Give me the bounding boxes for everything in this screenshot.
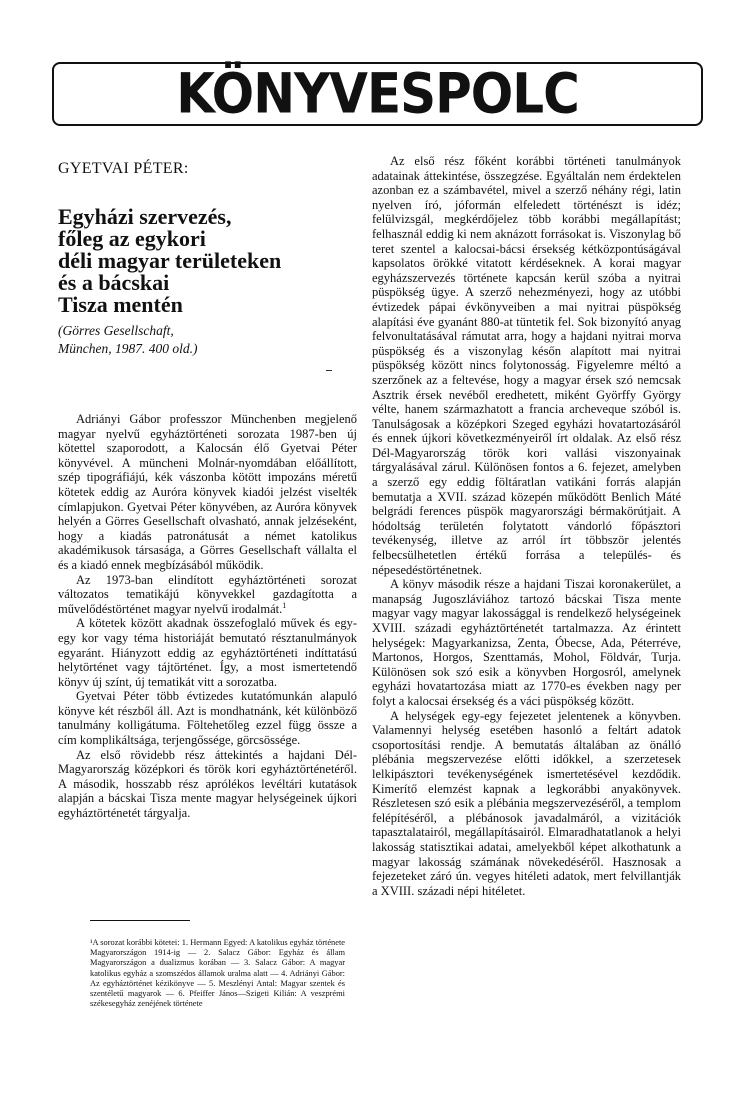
body-paragraph-with-footnote — [58, 573, 357, 617]
publication-line: München, 1987. 400 old.) — [58, 341, 198, 356]
body-paragraph: Az első rész főként korábbi történeti tanulmányok adatainak áttekintése, összegzése. Egyáltalán nem érdektelen azonban ez a számbavétel, mivel a szerző néhány régi, latin nyelven író, jóformán elfeledett történészt is idéz; felülvizsgál, megkérdőjelez több korábbi megállapítást; felhasznál eddig ki nem aknázott forrásokat is. Viszonylag bő teret szentel a kalocsai-bácsi érsekség kétközpontúságával kapsolatos örökké vitatott kérdéseknek. A korai magyar egyházszervezés története kapcsán kerül szóba a nyitrai püspökség ügye. A szerző nehezményezi, hogy az utóbbi évtizedek pápai évkönyveiben a mai nyitrai püspökség alapítási éve gyanánt 880-at tüntetik fel. Sok bizonyító anyag felvonultatásával rámutat arra, hogy a hajdani nyitrai morva püspökség és a viszonylag későn alapított mai nyitrai püspökség között nincs folytonosság. Figyelemre méltó a szerzőnek az a feltevése, hogy a magyar érsek szó nemcsak Asztrik érsek nevéből eredhetett, miként Györffy György vélte, hanem származhatott a francia archeveque szóból is. Tanulságosak a középkori Szeged egyházi hovatartozásáról és ennek újkori következményeiről írt oldalak. Az első rész Dél-Magyarország török kori vallási viszonyainak tárgyalásával zárul. Különösen fontos a 6. fejezet, amelyben a szerző egy eddig föltáratlan vatikáni forrás alapján bemutatja a XVII. század közepén működött Benlich Máté belgrádi ferences püspök magyarországi bérmakörútjait. A hódoltság területén folytatott vándorló főpásztori tevékenység, illetve az arról írt többször jelentés felbecsülhetetlen értékű forrása a település- és népesedéstörténetnek. — [372, 154, 681, 577]
title-line: főleg az egykori — [58, 226, 206, 251]
review-title — [58, 206, 358, 316]
masthead-box — [52, 62, 703, 126]
body-paragraph: Gyetvai Péter több évtizedes kutatómunkán alapuló könyve két részből áll. Azt is mondhatnánk, két különböző tanulmány kolligátuma. Föltehetőleg ezzel függ össze a cím komplikáltsága, terjengőssége, görcsössége. — [58, 689, 357, 748]
body-paragraph: A könyv második része a hajdani Tiszai koronakerület, a manapság Jugoszláviához tartozó bácskai Tisza mente magyar vagy magyar lakossággal is rendelkező helységeinek XVIII. századi egyháztörténetét tartalmazza. Az érintett helységek: Magyarkanizsa, Zenta, Óbecse, Ada, Péterréve, Martonos, Horgos, Szenttamás, Mohol, Földvár, Turja. Különösen sok szó esik a könyvben Horgosról, amelynek egyházi hovatartozása miatt az 1770-es években nagy per folyt a kalocsai érsekség és a váci püspökség között. — [372, 577, 681, 708]
title-line: Tisza mentén — [58, 292, 183, 317]
body-paragraph: A kötetek között akadnak összefoglaló művek és egy-egy kor vagy téma historiáját bemutató résztanulmányok egyaránt. Hiányzott eddig az egyháztörténeti indíttatású helytörténet vagy tájtörténet. Így, a most ismertetendő könyv új színt, új tematikát vitt a sorozatba. — [58, 616, 357, 689]
title-line: déli magyar területeken — [58, 248, 282, 273]
publication-info — [58, 322, 358, 358]
title-line: Egyházi szervezés, — [58, 204, 232, 229]
footnote-marker: 1 — [282, 600, 287, 610]
body-paragraph: Adriányi Gábor professzor Münchenben megjelenő magyar nyelvű egyháztörténeti sorozata 1987-ben új kötettel szaporodott, a Kalocsán élő Gyetvai Péter könyvével. A müncheni Molnár-nyomdában előállított, szép tipográfiájú, kék vászonba kötött impozáns méretű kötetek eddig az Auróra könyvek kiadói jelzést viselték címlapjukon. Gyetvai Péter könyvében, az Auróra könyvek helyén a Görres Gesellschaft olvasható, annak jelzéseként, hogy a kiadás patronátusát a német katolikus akadémikusok társasága, a Görres Gesellschaft vállalta el és a kiadó ennek megbízásából működik. — [58, 412, 357, 572]
divider-dash — [326, 370, 332, 371]
body-paragraph: Az első rövidebb rész áttekintés a hajdani Dél-Magyarország középkori és török kori egyháztörténetéről. A második, hosszabb rész aprólékos levéltári kutatások alapján a bácskai Tisza mente magyar helységeinek újkori egyháztörténetét tárgyalja. — [58, 747, 357, 821]
title-line: és a bácskai — [58, 270, 170, 295]
right-column — [372, 154, 681, 898]
footnote: ¹A sorozat korábbi kötetei: 1. Hermann Egyed: A katolikus egyház története Magyarországon 1914-ig — 2. Salacz Gábor: Egyház és állam Magyarországon a dualizmus korában — 3. Salacz Gábor: A magyar katolikus egyház a szomszédos államok uralma alatt — 4. Adriányi Gábor: Az egyháztörténet kézikönyve — 5. Meszlényi Antal: Magyar szentek és szentéletű magyarok — 6. Pfeiffer János—Szigeti Kilián: A veszprémi székesegyház zenéjének története — [90, 938, 345, 1009]
paragraph-text: Az 1973-ban elindított egyháztörténeti sorozat változatos tematikájú könyvekkel gazdagította a művelődéstörténet magyar nyelvű irodalmát. — [58, 572, 357, 616]
review-author: GYETVAI PÉTER: — [58, 160, 189, 177]
body-paragraph: A helységek egy-egy fejezetet jelentenek a könyvben. Valamennyi helység esetében hasonló a feltárt adatok csoportosítási rendje. A bemutatás általában az önálló plébánia megszervezése előtti időkkel, a szerzetesek lelkipásztori tevékenységének ismertetésével kezdődik. Kimerítő elemzést kapnak a legkorábbi anyakönyvek. Részletesen szó esik a plébánia megszervezéséről, a templom felépítéséről, a plébánosok javadalmáról, a vizitációk tapasztalatairól, megállapításairól. Elmaradhatatlanok a helyi lakosság statisztikai adatai, amelyekből képet alkothatunk a magyar lakosság számának növekedéséről. Hasznosak a fejezeteket záró ún. vegyes hitéleti adatok, mert felvillantják a XVIII. századi népi hitéletet. — [372, 708, 681, 898]
left-column — [58, 412, 357, 821]
footnote-rule — [90, 920, 190, 921]
publication-line: (Görres Gesellschaft, — [58, 323, 174, 338]
masthead-title: KÖNYVESPOLC — [176, 62, 579, 126]
